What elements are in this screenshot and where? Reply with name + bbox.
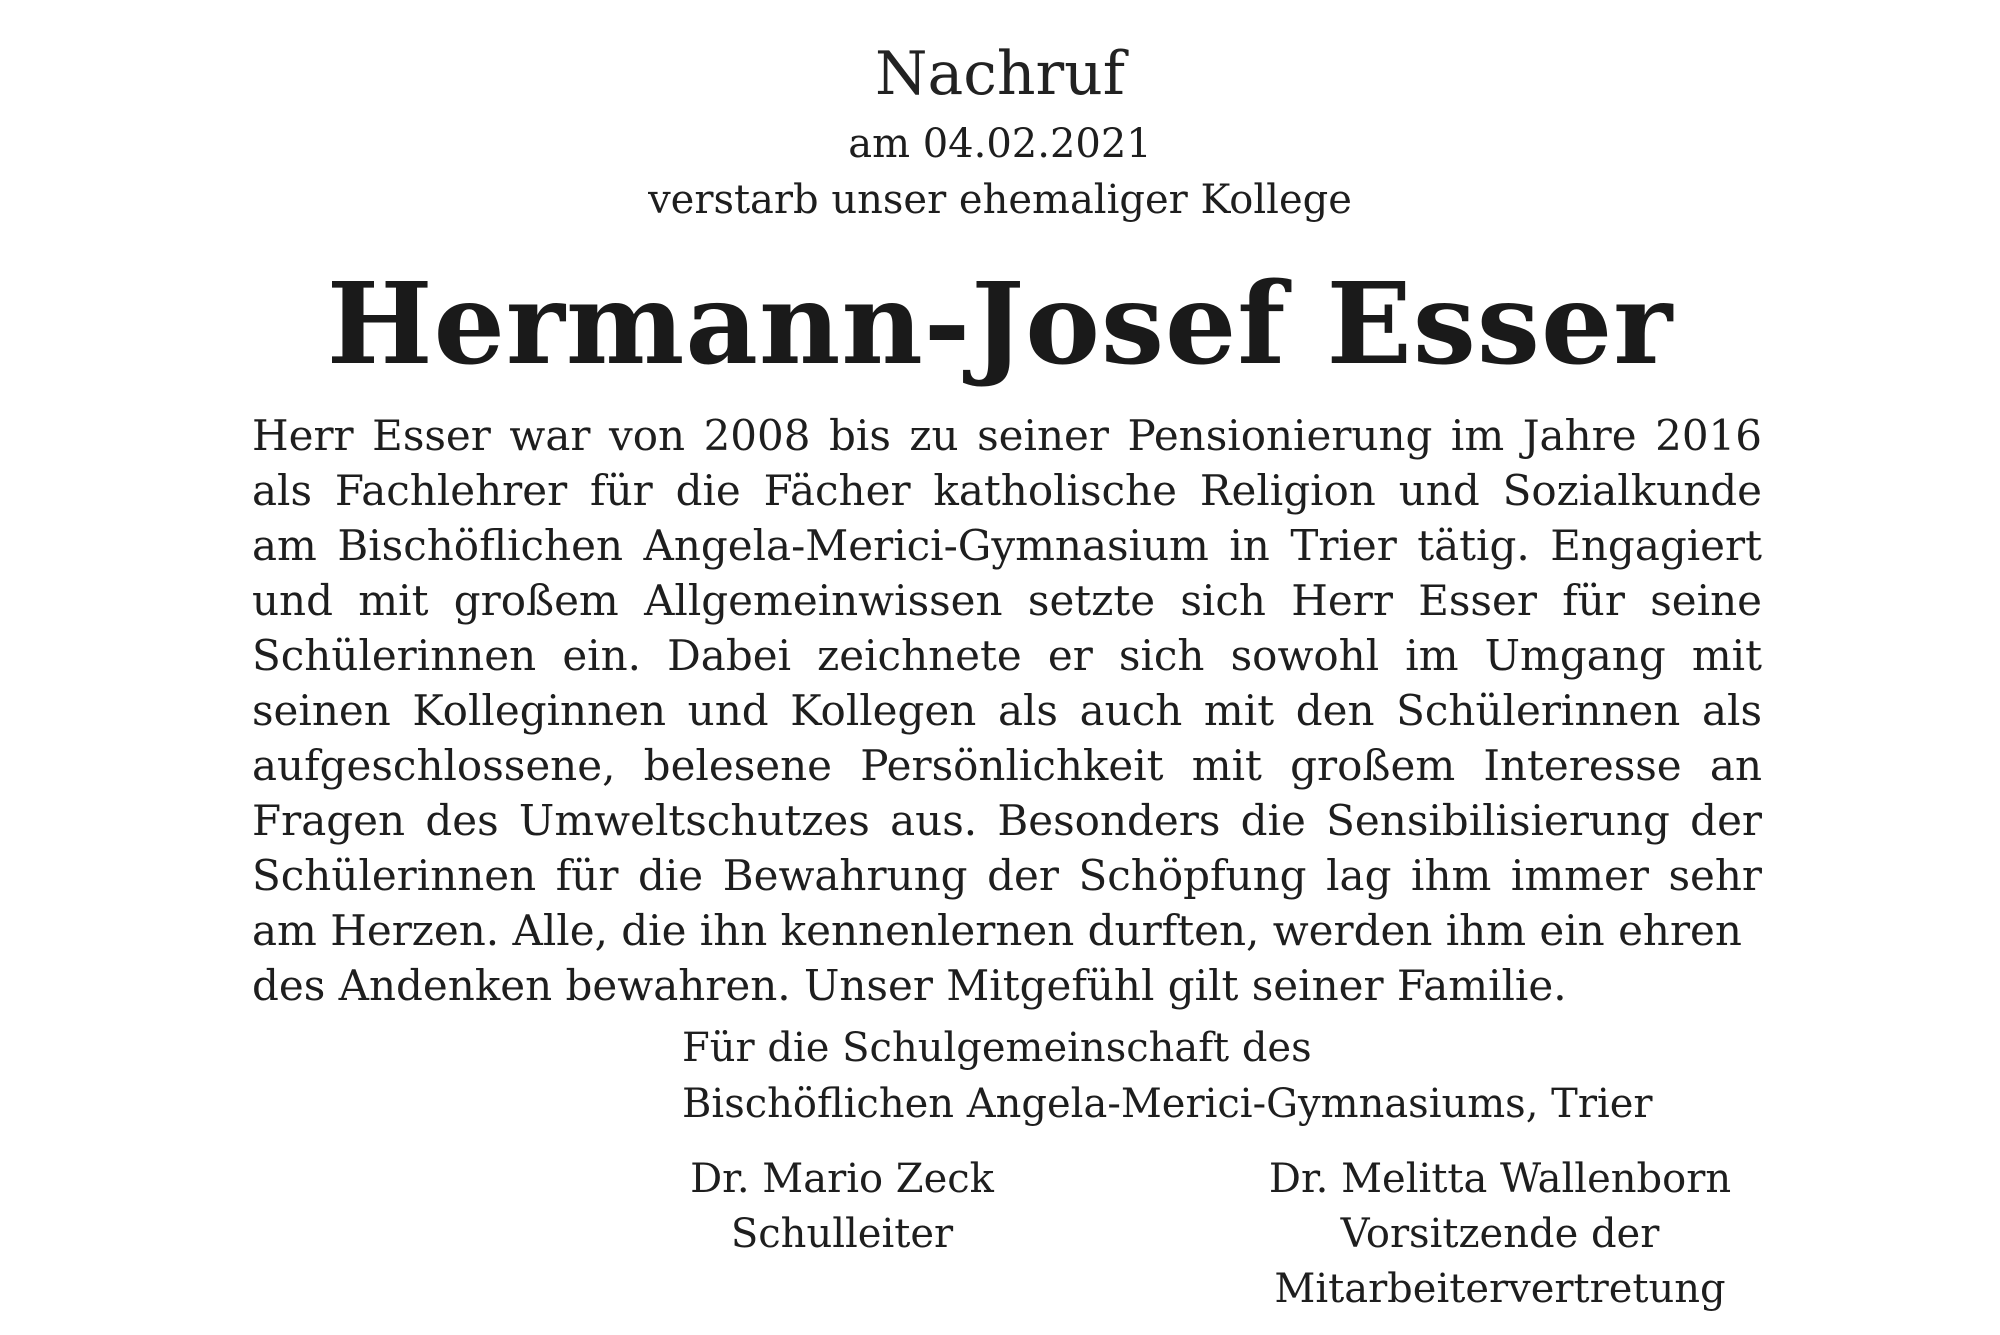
notice-title: Nachruf bbox=[874, 39, 1126, 109]
body-line: Schülerinnen für die Bewahrung der Schöpfung lag ihm immer sehr bbox=[252, 851, 1762, 900]
body-line: aufgeschlossene, belesene Persönlichkeit mit großem Interesse an bbox=[252, 741, 1762, 790]
signatory-name: Dr. Melitta Wallenborn bbox=[1268, 1156, 1732, 1202]
body-line: Fragen des Umweltschutzes aus. Besonders die Sensibilisierung der bbox=[252, 796, 1762, 845]
date-line: am 04.02.2021 bbox=[848, 121, 1152, 167]
body-line: seinen Kolleginnen und Kollegen als auch mit den Schülerinnen als bbox=[252, 686, 1762, 735]
body-line: am Herzen. Alle, die ihn kennenlernen durften, werden ihm ein ehren bbox=[252, 906, 1742, 955]
deceased-name: Hermann-Josef Esser bbox=[326, 259, 1674, 390]
body-line: Schülerinnen ein. Dabei zeichnete er sich sowohl im Umgang mit bbox=[252, 631, 1762, 680]
obituary-body bbox=[252, 408, 1762, 1013]
body-line: und mit großem Allgemeinwissen setzte sich Herr Esser für seine bbox=[252, 576, 1762, 625]
body-line: am Bischöflichen Angela-Merici-Gymnasium in Trier tätig. Engagiert bbox=[252, 521, 1762, 570]
body-line: als Fachlehrer für die Fächer katholische Religion und Sozialkunde bbox=[252, 466, 1762, 515]
signatory-role: Vorsitzende der bbox=[1340, 1211, 1660, 1257]
school-line: Für die Schulgemeinschaft des bbox=[682, 1025, 1312, 1071]
signatory-right bbox=[1240, 1152, 1760, 1317]
school-signature-block bbox=[682, 1020, 1653, 1132]
body-line: des Andenken bewahren. Unser Mitgefühl gilt seiner Familie. bbox=[252, 961, 1567, 1010]
intro-line: verstarb unser ehemaliger Kollege bbox=[648, 177, 1352, 223]
signatory-role: Mitarbeitervertretung bbox=[1274, 1266, 1726, 1312]
signatory-left bbox=[662, 1152, 1022, 1262]
school-line: Bischöflichen Angela-Merici-Gymnasiums, Trier bbox=[682, 1081, 1653, 1127]
signatory-name: Dr. Mario Zeck bbox=[690, 1156, 994, 1202]
body-line: Herr Esser war von 2008 bis zu seiner Pensionierung im Jahre 2016 bbox=[252, 411, 1762, 460]
signatory-role: Schulleiter bbox=[730, 1211, 954, 1257]
